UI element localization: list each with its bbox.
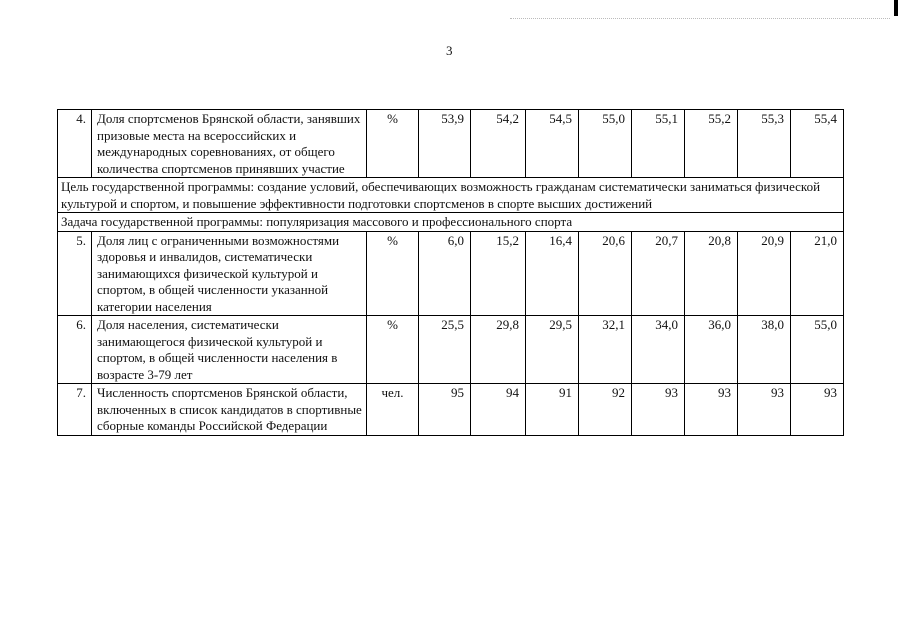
value-cell: 15,2: [471, 231, 526, 316]
page-number: 3: [446, 43, 453, 58]
indicator-name: Доля населения, систематически занимающегося физической культурой и спортом, в общей численности населения в возрасте 3-79 лет: [92, 316, 367, 384]
value-cell: 53,9: [419, 110, 471, 178]
value-cell: 34,0: [632, 316, 685, 384]
table-row: [58, 316, 844, 384]
value-cell: 20,7: [632, 231, 685, 316]
value-cell: 16,4: [526, 231, 579, 316]
table-row: [58, 384, 844, 436]
section-text: Задача государственной программы: популяризация массового и профессионального спорта: [58, 213, 844, 232]
value-cell: 29,5: [526, 316, 579, 384]
indicator-name: Доля спортсменов Брянской области, занявших призовые места на всероссийских и международных соревнованиях, от общего количества спортсменов принявших участие: [92, 110, 367, 178]
value-cell: 32,1: [579, 316, 632, 384]
table-row: [58, 231, 844, 316]
value-cell: 29,8: [471, 316, 526, 384]
scan-corner-mark: [894, 0, 898, 16]
value-cell: 55,2: [685, 110, 738, 178]
indicator-name: Численность спортсменов Брянской области, включенных в список кандидатов в спортивные сборные команды Российской Федерации: [92, 384, 367, 436]
value-cell: 95: [419, 384, 471, 436]
value-cell: 54,5: [526, 110, 579, 178]
table-body: [58, 110, 844, 436]
value-cell: 94: [471, 384, 526, 436]
value-cell: 93: [791, 384, 844, 436]
unit-cell: %: [367, 110, 419, 178]
value-cell: 93: [632, 384, 685, 436]
section-row: [58, 178, 844, 213]
value-cell: 20,8: [685, 231, 738, 316]
value-cell: 91: [526, 384, 579, 436]
unit-cell: %: [367, 316, 419, 384]
row-number: 6.: [58, 316, 92, 384]
value-cell: 55,4: [791, 110, 844, 178]
section-text: Цель государственной программы: создание условий, обеспечивающих возможность гражданам систематически заниматься физической культурой и спортом, и повышение эффективности подготовки спортсменов в спорте высших достижений: [58, 178, 844, 213]
value-cell: 36,0: [685, 316, 738, 384]
value-cell: 20,9: [738, 231, 791, 316]
value-cell: 55,1: [632, 110, 685, 178]
value-cell: 92: [579, 384, 632, 436]
value-cell: 38,0: [738, 316, 791, 384]
value-cell: 93: [685, 384, 738, 436]
indicators-table: [57, 109, 844, 436]
value-cell: 55,3: [738, 110, 791, 178]
indicator-name: Доля лиц с ограниченными возможностями здоровья и инвалидов, систематически занимающихся физической культурой и спортом, в общей численности указанной категории населения: [92, 231, 367, 316]
row-number: 4.: [58, 110, 92, 178]
value-cell: 55,0: [579, 110, 632, 178]
table-row: [58, 110, 844, 178]
value-cell: 21,0: [791, 231, 844, 316]
row-number: 5.: [58, 231, 92, 316]
value-cell: 6,0: [419, 231, 471, 316]
unit-cell: чел.: [367, 384, 419, 436]
scan-noise-line: [510, 18, 890, 20]
section-row: [58, 213, 844, 232]
value-cell: 54,2: [471, 110, 526, 178]
value-cell: 55,0: [791, 316, 844, 384]
value-cell: 25,5: [419, 316, 471, 384]
unit-cell: %: [367, 231, 419, 316]
row-number: 7.: [58, 384, 92, 436]
value-cell: 93: [738, 384, 791, 436]
value-cell: 20,6: [579, 231, 632, 316]
